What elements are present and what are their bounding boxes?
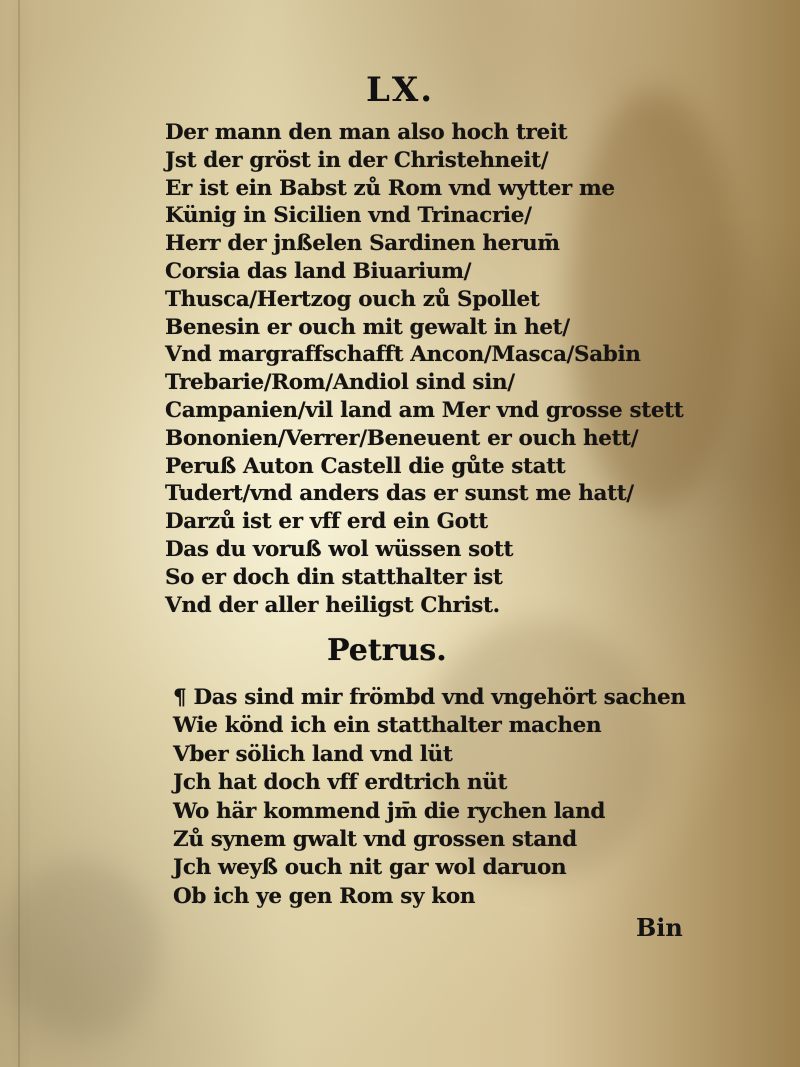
- verse-line: Ob ich ye gen Rom sy kon: [173, 883, 476, 909]
- verse-line: Vber sölich land vnd lüt: [173, 741, 453, 767]
- verse-line: Campanien/vil land am Mer vnd grosse stett: [165, 397, 684, 423]
- verse-line: Künig in Sicilien vnd Trinacrie/: [165, 203, 532, 229]
- verse-line: Er ist ein Babst zů Rom vnd wytter me: [165, 175, 615, 201]
- verse-block: [165, 119, 725, 619]
- verse-line: Jst der gröst in der Christehneit/: [165, 147, 549, 173]
- verse-block-2: [173, 684, 733, 911]
- verse-line: Jch weyß ouch nit gar wol daruon: [173, 855, 567, 881]
- verse-line: Wo här kommend jm̄ die rychen land: [173, 798, 606, 824]
- verse-line: Peruß Auton Castell die gůte statt: [165, 453, 566, 479]
- verse-line: Der mann den man also hoch treit: [165, 120, 568, 145]
- verse-line: Thusca/Hertzog ouch zů Spollet: [165, 286, 540, 312]
- verse-line: Bononien/Verrer/Beneuent er ouch hett/: [165, 425, 639, 451]
- paper-stain: [0, 860, 160, 1040]
- verse-line: Corsia das land Biuarium/: [165, 258, 472, 284]
- verse-line: Vnd der aller heiligst Christ.: [165, 592, 500, 618]
- verse-line: Benesin er ouch mit gewalt in het/: [165, 314, 570, 340]
- verse-line: Jch hat doch vff erdtrich nüt: [173, 770, 508, 796]
- verse-line: Tudert/vnd anders das er sunst me hatt/: [165, 481, 634, 507]
- verse-line: So er doch din statthalter ist: [165, 564, 503, 590]
- page-folio: LX.: [365, 70, 435, 110]
- verse-line: Darzů ist er vff erd ein Gott: [165, 509, 488, 535]
- verse-line: Vnd margraffschafft Ancon/Masca/Sabin: [165, 342, 641, 368]
- verse-line: Das du voruß wol wüssen sott: [165, 536, 514, 562]
- verse-line: Herr der jnßelen Sardinen herum̄: [165, 231, 560, 257]
- verse-line: Trebarie/Rom/Andiol sind sin/: [165, 370, 515, 396]
- speaker-heading: Petrus.: [327, 633, 447, 668]
- verse-line: Zů synem gwalt vnd grossen stand: [173, 826, 577, 852]
- catchword: Bin: [636, 913, 683, 942]
- verse-line: ¶ Das sind mir frömbd vnd vngehört sachen: [173, 685, 686, 710]
- verse-line: Wie könd ich ein statthalter machen: [173, 713, 602, 739]
